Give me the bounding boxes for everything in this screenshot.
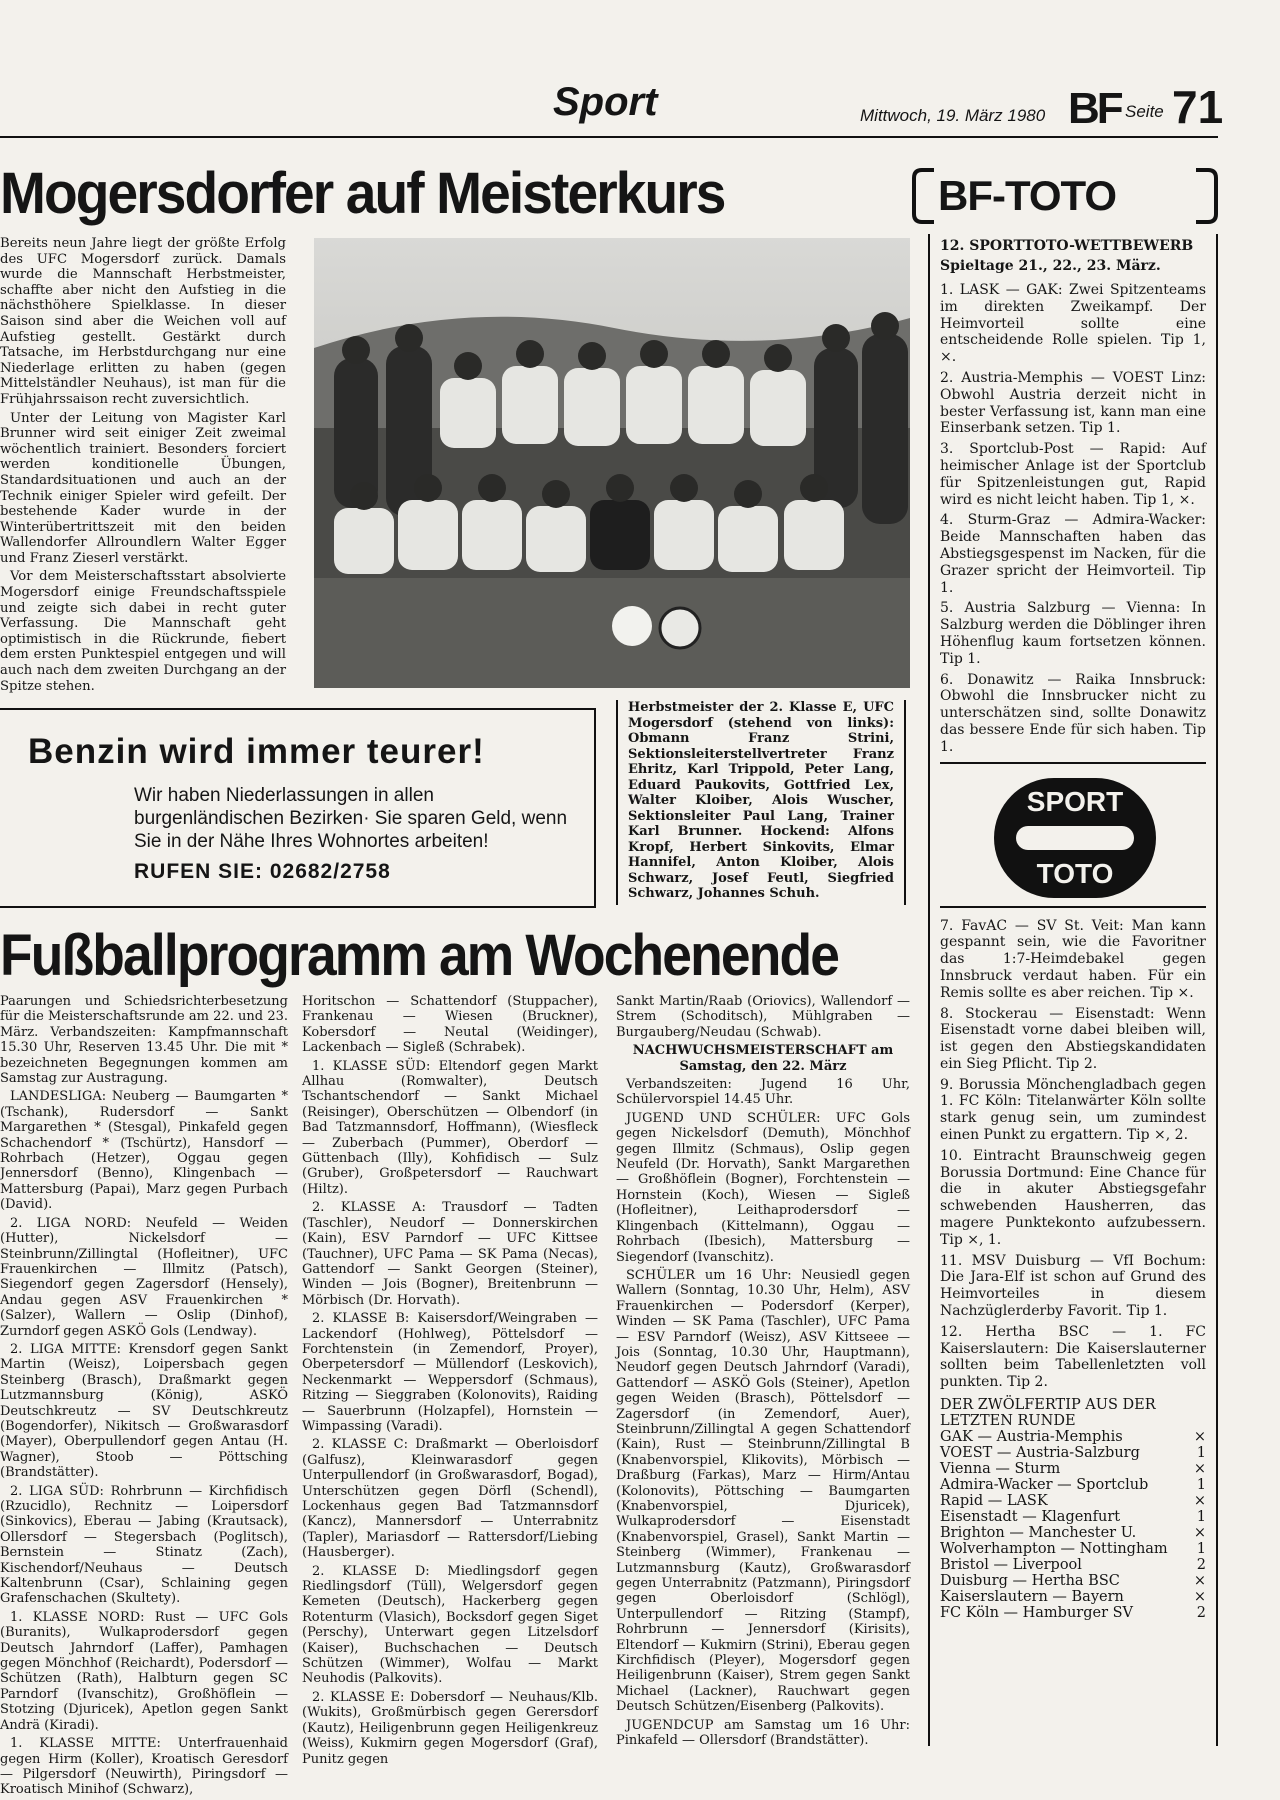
paragraph: Sankt Martin/Raab (Oriovics), Wallendorf — Strem (Schoditsch), Mühlgraben — Burgauberg/Neudau (Schwab). — [616, 994, 910, 1040]
paragraph: JUGENDCUP am Samstag um 16 Uhr: Pinkafeld — Ollersdorf (Brandstätter). — [616, 1717, 910, 1749]
toto-tip: 4. Sturm-Graz — Admira-Wacker: Beide Mannschaften haben das Abstiegsgespenst im Nacken, für die Grazer spricht der Heimvorteil. Tip 1. — [940, 512, 1206, 596]
sport-toto-logo — [940, 774, 1206, 906]
zwoelfertip-result: 1 — [1196, 1445, 1206, 1462]
paragraph: Unter der Leitung von Magister Karl Brunner wird seit einiger Zeit zweimal wöchentlich trainiert. Besonders forciert werden konditionelle Übungen, Standardsituationen und auch an der Technik einiger Spieler wird gefeilt. Der bestehende Kader wurde in der Winterübertrittszeit mit den beiden Wallendorfer Allroundlern Walter Egger und Franz Zieserl verstärkt. — [0, 410, 286, 566]
team-photo — [314, 238, 910, 688]
zwoelfertip-match: VOEST — Austria-Salzburg — [940, 1445, 1140, 1462]
toto-tip: 7. FavAC — SV St. Veit: Man kann gespannt sein, wie die Favoritner das 1:7-Heimdebakel gegen Innsbruck verdaut haben. Für ein Remis sollte es aber reichen. Tip ×. — [940, 917, 1206, 1001]
toto-tip: 10. Eintracht Braunschweig gegen Borussia Dortmund: Eine Chance für die in akuter Abstiegsgefahr schwebenden Hausherren, das magere Punktekonto aufzubessern. Tip ×, 1. — [940, 1147, 1206, 1248]
page-label: Seite — [1125, 102, 1164, 121]
zwoelfertip-result: × — [1193, 1525, 1206, 1542]
zwoelfertip-result: 2 — [1196, 1605, 1206, 1622]
toto-tip: 6. Donawitz — Raika Innsbruck: Obwohl die Innsbrucker nicht zu unterschätzen sind, sollte Donawitz das bessere Ende für sich haben. Tip 1. — [940, 671, 1206, 755]
toto-sidebar — [928, 234, 1218, 1746]
zwoelfertip-row — [940, 1461, 1206, 1477]
paragraph: 2. LIGA NORD: Neufeld — Weiden (Hutter), Nickelsdorf — Steinbrunn/Zillingtal (Hofleitner), UFC Frauenkirchen — Illmitz (Patsch), Siegendorf gegen Zagersdorf (Hensely), Andau gegen ASV Frauenkirchen * (Salzer), Wallern — Oslip (Dinhof), Zurndorf gegen ASKÖ Gols (Lendway). — [0, 1215, 288, 1339]
paragraph: 1. KLASSE NORD: Rust — UFC Gols (Buranits), Wulkaprodersdorf gegen Deutsch Jahrndorf (Laffer), Pamhagen gegen Mönchhof (Reichardt), Podersdorf — Schützen (Rath), Halbturn gegen SC Parndorf (Ivanschitz), Großhöflein — Stotzing (Djuricek), Apetlon gegen Sankt Andrä (Kiradi). — [0, 1609, 288, 1733]
zwoelfertip-match: Brighton — Manchester U. — [940, 1525, 1137, 1542]
program-column-3 — [616, 994, 910, 1750]
paragraph: 2. KLASSE A: Trausdorf — Tadten (Taschler), Neudorf — Donnerskirchen (Kain), ESV Parndorf — UFC Kittsee (Tauchner), UFC Pama — SK Pama (Necas), Gattendorf — Sankt Georgen (Steiner), Winden — Jois (Bogner), Breitenbrunn — Mörbisch (Dr. Horvath). — [302, 1200, 598, 1308]
zwoelfertip-match: Bristol — Liverpool — [940, 1557, 1082, 1574]
subheading-nachwuchs: NACHWUCHSMEISTERSCHAFT am Samstag, den 22. März — [632, 1043, 894, 1074]
paragraph: JUGEND UND SCHÜLER: UFC Gols gegen Nickelsdorf (Demuth), Mönchhof gegen Illmitz (Schmaus), Oslip gegen Neufeld (Dr. Horvath), Sankt Margarethen — Großhöflein (Bogner), Forchtenstein — Hornstein (Koch), Wiesen — Sigleß (Hofleitner), Leithaprodersdorf — Klingenbach (Kittelmann), Oggau — Rohrbach (Ibesich), Mattersburg — Siegendorf (Ivanschitz). — [616, 1110, 910, 1265]
zwoelfertip-result: × — [1193, 1589, 1206, 1606]
zwoelfertip-match: Kaiserslautern — Bayern — [940, 1589, 1124, 1606]
zwoelfertip-match: GAK — Austria-Memphis — [940, 1429, 1123, 1446]
ad-phone: RUFEN SIE: 02682/2758 — [134, 860, 391, 883]
paragraph: Vor dem Meisterschaftsstart absolvierte Mogersdorf einige Freundschaftsspiele und zeigte sich dabei in recht guter Verfassung. Die Mannschaft geht optimistisch in die Rückrunde, fiebert dem ersten Punktespiel entgegen und will auch nach dem zweiten Durchgang an der Spitze stehen. — [0, 569, 286, 694]
ad-body: Wir haben Niederlassungen in allen burgenländischen Bezirken· Sie sparen Geld, wenn Sie in der Nähe Ihres Wohnortes arbeiten! — [134, 785, 568, 852]
zwoelfertip-row — [940, 1477, 1206, 1493]
toto-competition: 12. SPORTTOTO-WETTBEWERB — [940, 238, 1194, 254]
zwoelfertip-match: Admira-Wacker — Sportclub — [940, 1477, 1149, 1494]
zwoelfertip-title: DER ZWÖLFERTIP AUS DER LETZTEN RUNDE — [940, 1397, 1156, 1430]
toto-tip: 1. LASK — GAK: Zwei Spitzenteams im direkten Zweikampf. Der Heimvorteil sollte eine entscheidende Rolle spielen. Tip 1, ×. — [940, 282, 1206, 366]
article-body-mogersdorf — [0, 236, 286, 692]
paragraph: Bereits neun Jahre liegt der größte Erfolg des UFC Mogersdorf zurück. Damals wurde die Mannschaft Herbstmeister, schaffte aber nicht den Aufstieg in die nächsthöhere Spielklasse. In dieser Saison sind aber die Weichen voll auf Aufstieg gestellt. Gestärkt durch Tatsache, im Herbstdurchgang nur eine Niederlage erlitten zu haben (gegen Mittelständler Neuhaus), ist man für die Frühjahrssaison recht zuversichtlich. — [0, 236, 286, 407]
zwoelfertip-row — [940, 1541, 1206, 1557]
zwoelfertip-match: Rapid — LASK — [940, 1493, 1048, 1510]
newspaper-logo: BF — [1068, 84, 1121, 133]
zwoelfertip-result: 1 — [1196, 1541, 1206, 1558]
zwoelfertip-result: × — [1193, 1429, 1206, 1446]
logo-sport: SPORT — [1026, 785, 1124, 817]
zwoelfertip-row — [940, 1589, 1206, 1605]
paragraph: SCHÜLER um 16 Uhr: Neusiedl gegen Wallern (Sonntag, 10.30 Uhr, Helm), ASV Frauenkirchen — Podersdorf (Kerper), Winden — SK Pama (Taschler), UFC Pama — ESV Parndorf (Weisz), ASV Kittseee — Jois (Sonntag, 10.30 Uhr, Hauptmann), Neudorf gegen Deutsch Jahrndorf (Varadi), Gattendorf — ASKÖ Gols (Steiner), Apetlon gegen Weiden (Brasch), Pöttelsdorf — Zagersdorf (in Zemendorf, Auer), Steinbrunn/Zillingtal A gegen Schattendorf (Kain), Rust — Steinbrunn/Zillingtal B (Knabenvorspiel, Klikovits), Mörbisch — Draßburg (Farkas), Marz — Hirm/Antau (Kolonovits), Pöttsching — Baumgarten (Knabenvorspiel, Djuricek), Wulkaprodersdorf — Eisenstadt (Knabenvorspiel, Grasel), Sankt Martin — Steinberg (Wimmer), Frankenau — Lutzmannsburg (Kautz), Großwarasdorf gegen Unterrabnitz (Patzmann), Piringsdorf gegen Oberloisdorf (Schlögl), Unterpullendorf — Ritzing (Stampf), Rohrbrunn — Jennersdorf (Kirisits), Eltendorf — Kukmirn (Strini), Eberau gegen Kirchfidisch (Pleyer), Mogersdorf gegen Heiligenbrunn (Kaiser), Strem gegen Sankt Michael (Lackner), Rauchwart gegen Deutsch Schützen/Eisenberg (Palkovits). — [616, 1267, 910, 1715]
issue-date: Mittwoch, 19. März 1980 — [860, 106, 1046, 125]
zwoelfertip-match: Wolverhampton — Nottingham — [940, 1541, 1168, 1558]
zwoelfertip-row — [940, 1429, 1206, 1445]
toto-tips-7-12 — [940, 918, 1206, 1392]
article-headline-fussball: Fußballprogramm am Wochenende — [0, 923, 839, 988]
zwoelfertip-row — [940, 1509, 1206, 1525]
paragraph: 2. KLASSE E: Dobersdorf — Neuhaus/Klb. (Wukits), Großmürbisch gegen Gerersdorf (Kautz), Heiligenbrunn gegen Heiligenkreuz (Weiss), Kukmirn gegen Mogersdorf (Graf), Punitz gegen — [302, 1689, 598, 1767]
ad-box — [0, 708, 596, 908]
zwoelfertip-row — [940, 1445, 1206, 1461]
toto-tip: 3. Sportclub-Post — Rapid: Auf heimischer Anlage ist der Sportclub für Spitzenleistungen gut, Rapid wird es nicht leicht haben. Tip 1, ×. — [940, 441, 1206, 508]
paragraph: 2. KLASSE D: Miedlingsdorf gegen Riedlingsdorf (Tüll), Welgersdorf gegen Kemeten (Deutsch), Hackerberg gegen Rotenturm (Vlasich), Bocksdorf gegen Siget (Perschy), Unterwart gegen Litzelsdorf (Kaiser), Buchschachen — Deutsch Schützen (Wimmer), Wolfau — Markt Neuhodis (Palkovits). — [302, 1563, 598, 1687]
section-title: Sport — [553, 80, 658, 124]
program-column-1 — [0, 994, 288, 1798]
logo-toto: TOTO — [1036, 857, 1114, 889]
toto-tip: 11. MSV Duisburg — VfI Bochum: Die Jara-Elf ist schon auf Grund des Heimvorteiles in diesem Nachzüglerderby Favorit. Tip 1. — [940, 1252, 1206, 1320]
article-headline-mogersdorf: Mogersdorfer auf Meisterkurs — [0, 161, 725, 226]
zwoelfertip-result: × — [1193, 1573, 1206, 1590]
zwoelfertip-result: × — [1193, 1493, 1206, 1510]
team-photo-image — [314, 238, 910, 688]
zwoelfertip-match: Vienna — Sturm — [940, 1461, 1061, 1478]
page-number: 71 — [1172, 81, 1224, 133]
paragraph: 2. KLASSE B: Kaisersdorf/Weingraben — Lackendorf (Hohlweg), Pöttelsdorf — Forchtenstein (in Zemendorf, Proyer), Oberpetersdorf — Müllendorf (Leskovich), Neckenmarkt — Weppersdorf (Schmaus), Ritzing — Sieggraben (Kolonovits), Raiding — Sauerbrunn (Holzapfel), Hornstein — Wimpassing (Varadi). — [302, 1311, 598, 1434]
zwoelfertip-match: FC Köln — Hamburger SV — [940, 1605, 1134, 1622]
toto-tip: 9. Borussia Mönchengladbach gegen 1. FC Köln: Titelanwärter Köln sollte stark genug sein, um zumindest einen Punkt zu ergattern. Tip ×, 2. — [940, 1076, 1206, 1144]
ad-title: Benzin wird immer teurer! — [28, 732, 485, 771]
zwoelfertip-row — [940, 1493, 1206, 1509]
zwoelfertip-row — [940, 1573, 1206, 1589]
zwoelfertip-result: 1 — [1196, 1509, 1206, 1526]
zwoelfertip-match: Eisenstadt — Klagenfurt — [940, 1509, 1121, 1526]
zwoelfertip-row — [940, 1525, 1206, 1541]
toto-title-frame — [912, 166, 1218, 226]
header-rule — [0, 136, 1218, 138]
zwoelfertip-result: 2 — [1196, 1557, 1206, 1574]
toto-tips-1-6 — [940, 282, 1206, 756]
toto-tip: 5. Austria Salzburg — Vienna: In Salzburg werden die Döblinger ihren Höhenflug kaum fortsetzen können. Tip 1. — [940, 600, 1206, 667]
zwoelfertip-row — [940, 1557, 1206, 1573]
zwoelfertip-table — [940, 1397, 1206, 1621]
toto-tip: 12. Hertha BSC — 1. FC Kaiserslautern: Die Kaiserslauterner sollten beim Tabellenletzten voll punkten. Tip 2. — [940, 1323, 1206, 1391]
photo-caption: Herbstmeister der 2. Klasse E, UFC Mogersdorf (stehend von links): Obmann Franz Strini, Sektionsleiterstellvertreter Franz Ehritz, Karl Trippold, Peter Lang, Eduard Paukovits, Gottfried Lex, Walter Kloiber, Alois Wuscher, Sektionsleiter Paul Lang, Trainer Karl Brunner. Hockend: Alfons Kropf, Herbert Sinkovits, Elmar Hannifel, Anton Kloiber, Alois Schwarz, Josef Feutl, Siegfried Schwarz, Johannes Schuh. — [616, 700, 906, 905]
zwoelfertip-result: × — [1193, 1461, 1206, 1478]
paragraph: 2. LIGA SÜD: Rohrbrunn — Kirchfidisch (Rzucidlo), Rechnitz — Loipersdorf (Sinkovics), Eberau — Jabing (Krautsack), Ollersdorf — Stegersbach (Poglitsch), Bernstein — Stinatz (Zach), Kischendorf/Neuhaus — Deutsch Kaltenbrunn (Csar), Schlaining gegen Grafenschachen (Skultety). — [0, 1483, 288, 1607]
paragraph: 1. KLASSE SÜD: Eltendorf gegen Markt Allhau (Romwalter), Deutsch Tschantschendorf — Sankt Michael (Reisinger), Oberschützen — Olbendorf (in Bad Tatzmannsdorf, Hoffmann), (Wiesfleck — Zuberbach (Pummer), Oberdorf — Güttenbach (Illy), Kohfidisch — Sulz (Gruber), Großpetersdorf — Rauchwart (Hiltz). — [302, 1058, 598, 1197]
zwoelfertip-result: 1 — [1196, 1477, 1206, 1494]
zwoelfertip-row — [940, 1605, 1206, 1621]
toto-tip: 2. Austria-Memphis — VOEST Linz: Obwohl Austria derzeit nicht in bester Verfassung ist, kann man eine Einserbank setzen. Tip 1. — [940, 369, 1206, 437]
paragraph: 2. LIGA MITTE: Krensdorf gegen Sankt Martin (Weisz), Loipersbach gegen Steinberg (Brasch), Draßmarkt gegen Lutzmannsburg (König), ASKÖ Deutschkreutz — SV Deutschkreutz (Bogendorfer), Nikitsch — Großwarasdorf (Mayer), Oberpullendorf gegen Antau (H. Wagner), Stoob — Pöttsching (Brandstätter). — [0, 1341, 288, 1481]
paragraph: Horitschon — Schattendorf (Stuppacher), Frankenau — Wiesen (Bruckner), Kobersdorf — Neutal (Weidinger), Lackenbach — Sigleß (Schrabek). — [302, 994, 598, 1056]
paragraph: 2. KLASSE C: Draßmarkt — Oberloisdorf (Galfusz), Kleinwarasdorf gegen Unterpullendorf (in Großwarasdorf, Bogad), Unterschützen gegen Dörfl (Schendl), Lockenhaus gegen Bad Tatzmannsdorf (Kancz), Mannersdorf — Unterrabnitz (Tapler), Mariasdorf — Rattersdorf/Liebing (Hausberger). — [302, 1437, 598, 1561]
toto-tip: 8. Stockerau — Eisenstadt: Wenn Eisenstadt vorne dabei bleiben will, ist gegen den Abstiegskandidaten ein Sieg Pflicht. Tip 2. — [940, 1005, 1206, 1072]
paragraph: 1. KLASSE MITTE: Unterfrauenhaid gegen Hirm (Koller), Kroatisch Geresdorf — Pilgersdorf (Neuwirth), Piringsdorf — Kroatisch Minihof (Schwarz), — [0, 1736, 288, 1798]
toto-title: BF-TOTO — [938, 172, 1117, 219]
paragraph: LANDESLIGA: Neuberg — Baumgarten * (Tschank), Rudersdorf — Sankt Margarethen * (Stesgal), Pinkafeld gegen Schachendorf * (Tschürtz), Hansdorf — Rohrbach (Hetzer), Oggau gegen Jennersdorf (Benno), Klingenbach — Mattersburg (Papai), Marz gegen Purbach (David). — [0, 1089, 288, 1213]
paragraph: Verbandszeiten: Jugend 16 Uhr, Schülervorspiel 14.45 Uhr. — [616, 1077, 910, 1108]
paragraph: Paarungen und Schiedsrichterbesetzung für die Meisterschaftsrunde am 22. und 23. März. Verbandszeiten: Kampfmannschaft 15.30 Uhr, Reserven 13.45 Uhr. Die mit * bezeichneten Begegnungen kommen am Samstag zur Austragung. — [0, 994, 288, 1087]
toto-dates: Spieltage 21., 22., 23. März. — [940, 258, 1161, 274]
zwoelfertip-match: Duisburg — Hertha BSC — [940, 1573, 1120, 1590]
program-column-2 — [302, 994, 598, 1767]
